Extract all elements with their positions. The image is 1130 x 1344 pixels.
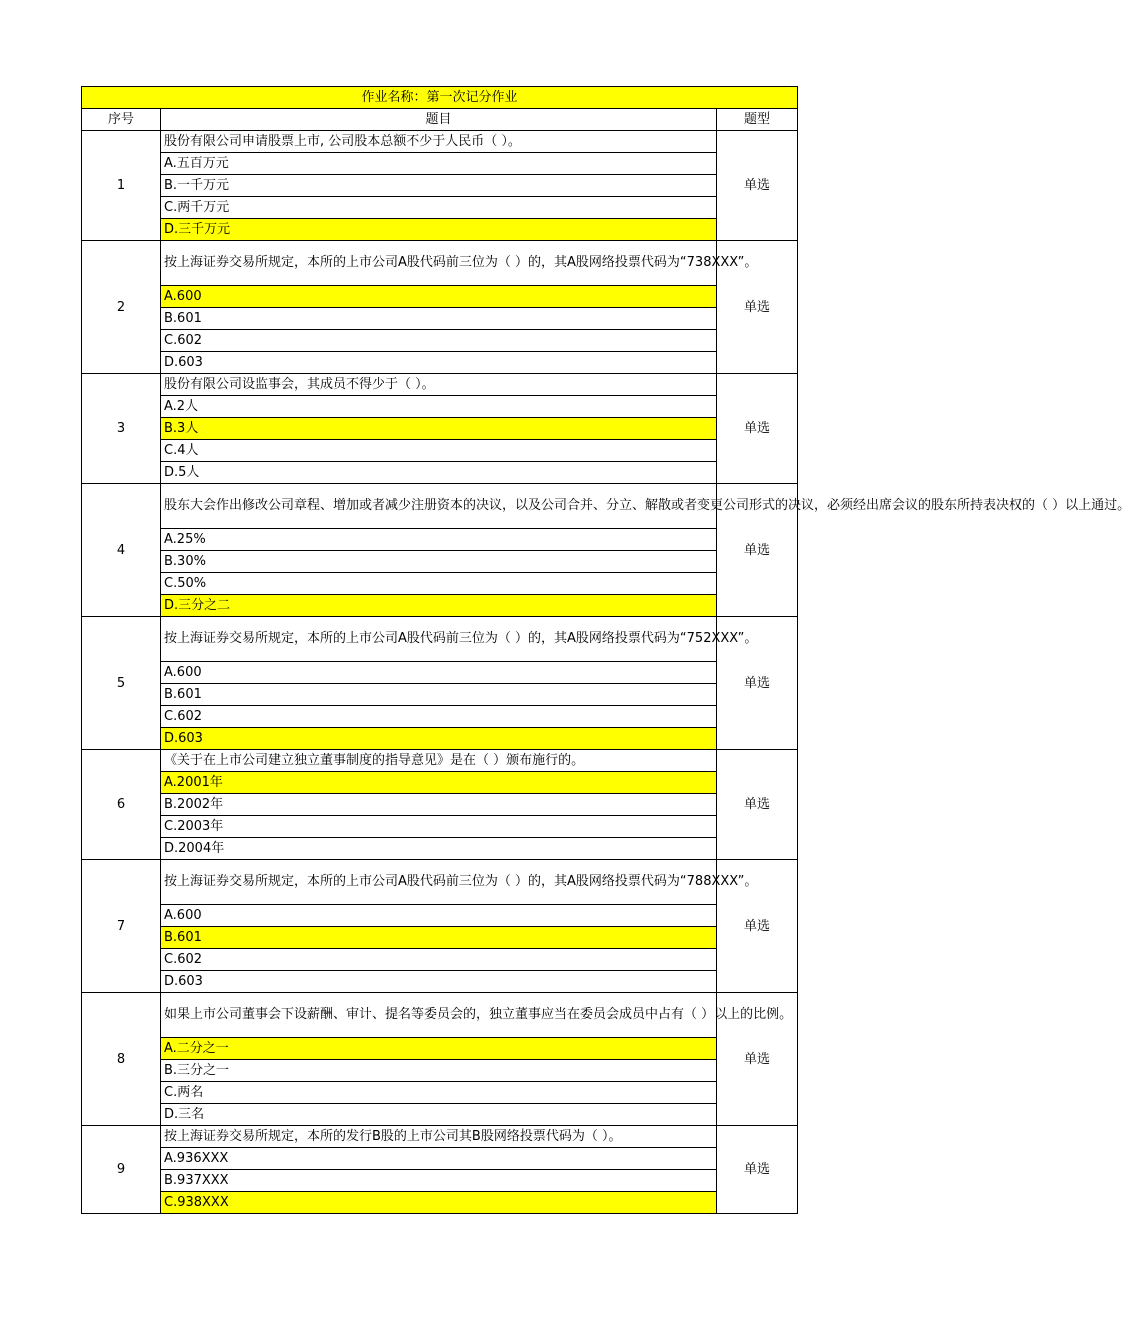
option: A.五百万元 — [161, 153, 717, 175]
question-type: 单选 — [717, 750, 798, 860]
option-row — [82, 1104, 798, 1126]
option: C.4人 — [161, 440, 717, 462]
option: C.602 — [161, 330, 717, 352]
option: A.2人 — [161, 396, 717, 418]
option-answer: A.二分之一 — [161, 1038, 717, 1060]
question-type: 单选 — [717, 131, 798, 241]
question-type: 单选 — [717, 374, 798, 484]
option-row — [82, 927, 798, 949]
question-row — [82, 131, 798, 153]
question-type: 单选 — [717, 484, 798, 617]
option-row — [82, 662, 798, 684]
option: B.937XXX — [161, 1170, 717, 1192]
option-row — [82, 816, 798, 838]
option-row — [82, 772, 798, 794]
option: C.两千万元 — [161, 197, 717, 219]
question-type: 单选 — [717, 617, 798, 750]
option: B.三分之一 — [161, 1060, 717, 1082]
option-answer: B.601 — [161, 927, 717, 949]
option-row — [82, 197, 798, 219]
page-bottom-margin — [0, 1250, 950, 1344]
title-row — [82, 87, 798, 109]
option-row — [82, 286, 798, 308]
option-row — [82, 175, 798, 197]
option-row — [82, 971, 798, 993]
question-type: 单选 — [717, 241, 798, 374]
question-row — [82, 617, 798, 662]
question-row — [82, 860, 798, 905]
option-row — [82, 1148, 798, 1170]
option: B.601 — [161, 308, 717, 330]
option-row — [82, 418, 798, 440]
question-text: 《关于在上市公司建立独立董事制度的指导意见》是在（ ）颁布施行的。 — [161, 750, 717, 772]
question-type: 单选 — [717, 1126, 798, 1214]
question-text: 股份有限公司设监事会，其成员不得少于（ ）。 — [161, 374, 717, 396]
option-row — [82, 1038, 798, 1060]
option-row — [82, 219, 798, 241]
assignment-title: 作业名称：第一次记分作业 — [82, 87, 798, 109]
question-number: 2 — [82, 241, 161, 374]
question-row — [82, 484, 798, 529]
question-text: 按上海证券交易所规定，本所的上市公司A股代码前三位为（ ）的，其A股网络投票代码为“752XXX”。 — [161, 617, 717, 662]
option-row — [82, 1082, 798, 1104]
option-row — [82, 330, 798, 352]
option-row — [82, 1192, 798, 1214]
question-text: 按上海证券交易所规定，本所的发行B股的上市公司其B股网络投票代码为（ ）。 — [161, 1126, 717, 1148]
question-number: 1 — [82, 131, 161, 241]
option-row — [82, 1170, 798, 1192]
option: D.603 — [161, 971, 717, 993]
question-number: 4 — [82, 484, 161, 617]
option-row — [82, 1060, 798, 1082]
option-row — [82, 551, 798, 573]
option: B.601 — [161, 684, 717, 706]
option: C.两名 — [161, 1082, 717, 1104]
question-number: 9 — [82, 1126, 161, 1214]
option-row — [82, 684, 798, 706]
option: D.2004年 — [161, 838, 717, 860]
option: C.2003年 — [161, 816, 717, 838]
option: B.30% — [161, 551, 717, 573]
question-text: 按上海证券交易所规定，本所的上市公司A股代码前三位为（ ）的，其A股网络投票代码为“788XXX”。 — [161, 860, 717, 905]
header-question: 题目 — [161, 109, 717, 131]
option-row — [82, 595, 798, 617]
option-row — [82, 794, 798, 816]
question-number: 7 — [82, 860, 161, 993]
option-row — [82, 728, 798, 750]
option-row — [82, 905, 798, 927]
option-row — [82, 529, 798, 551]
header-row — [82, 109, 798, 131]
option-answer: A.2001年 — [161, 772, 717, 794]
option-row — [82, 462, 798, 484]
question-number: 8 — [82, 993, 161, 1126]
option: D.603 — [161, 352, 717, 374]
option: A.936XXX — [161, 1148, 717, 1170]
question-text: 按上海证券交易所规定，本所的上市公司A股代码前三位为（ ）的，其A股网络投票代码为“738XXX”。 — [161, 241, 717, 286]
option-row — [82, 352, 798, 374]
option-row — [82, 153, 798, 175]
option-answer: C.938XXX — [161, 1192, 717, 1214]
option-row — [82, 573, 798, 595]
option-row — [82, 838, 798, 860]
option: D.三名 — [161, 1104, 717, 1126]
option-row — [82, 396, 798, 418]
option-row — [82, 440, 798, 462]
option: B.一千万元 — [161, 175, 717, 197]
option-row — [82, 949, 798, 971]
question-number: 3 — [82, 374, 161, 484]
question-type: 单选 — [717, 993, 798, 1126]
option: A.25% — [161, 529, 717, 551]
option-answer: D.603 — [161, 728, 717, 750]
option: D.5人 — [161, 462, 717, 484]
header-type: 题型 — [717, 109, 798, 131]
option: B.2002年 — [161, 794, 717, 816]
option-row — [82, 308, 798, 330]
header-num: 序号 — [82, 109, 161, 131]
question-text: 股东大会作出修改公司章程、增加或者减少注册资本的决议，以及公司合并、分立、解散或者变更公司形式的决议，必须经出席会议的股东所持表决权的（ ）以上通过。 — [161, 484, 717, 529]
question-type: 单选 — [717, 860, 798, 993]
option-answer: B.3人 — [161, 418, 717, 440]
option: C.602 — [161, 949, 717, 971]
question-row — [82, 374, 798, 396]
question-row — [82, 1126, 798, 1148]
assignment-sheet — [81, 86, 1130, 1214]
option: A.600 — [161, 905, 717, 927]
option: A.600 — [161, 662, 717, 684]
question-number: 5 — [82, 617, 161, 750]
option-answer: A.600 — [161, 286, 717, 308]
question-row — [82, 993, 798, 1038]
question-row — [82, 241, 798, 286]
question-number: 6 — [82, 750, 161, 860]
question-text: 股份有限公司申请股票上市, 公司股本总额不少于人民币（ ）。 — [161, 131, 717, 153]
question-text: 如果上市公司董事会下设薪酬、审计、提名等委员会的，独立董事应当在委员会成员中占有（ ）以上的比例。 — [161, 993, 717, 1038]
option-row — [82, 706, 798, 728]
option-answer: D.三千万元 — [161, 219, 717, 241]
option-answer: D.三分之二 — [161, 595, 717, 617]
option: C.602 — [161, 706, 717, 728]
question-row — [82, 750, 798, 772]
option: C.50% — [161, 573, 717, 595]
